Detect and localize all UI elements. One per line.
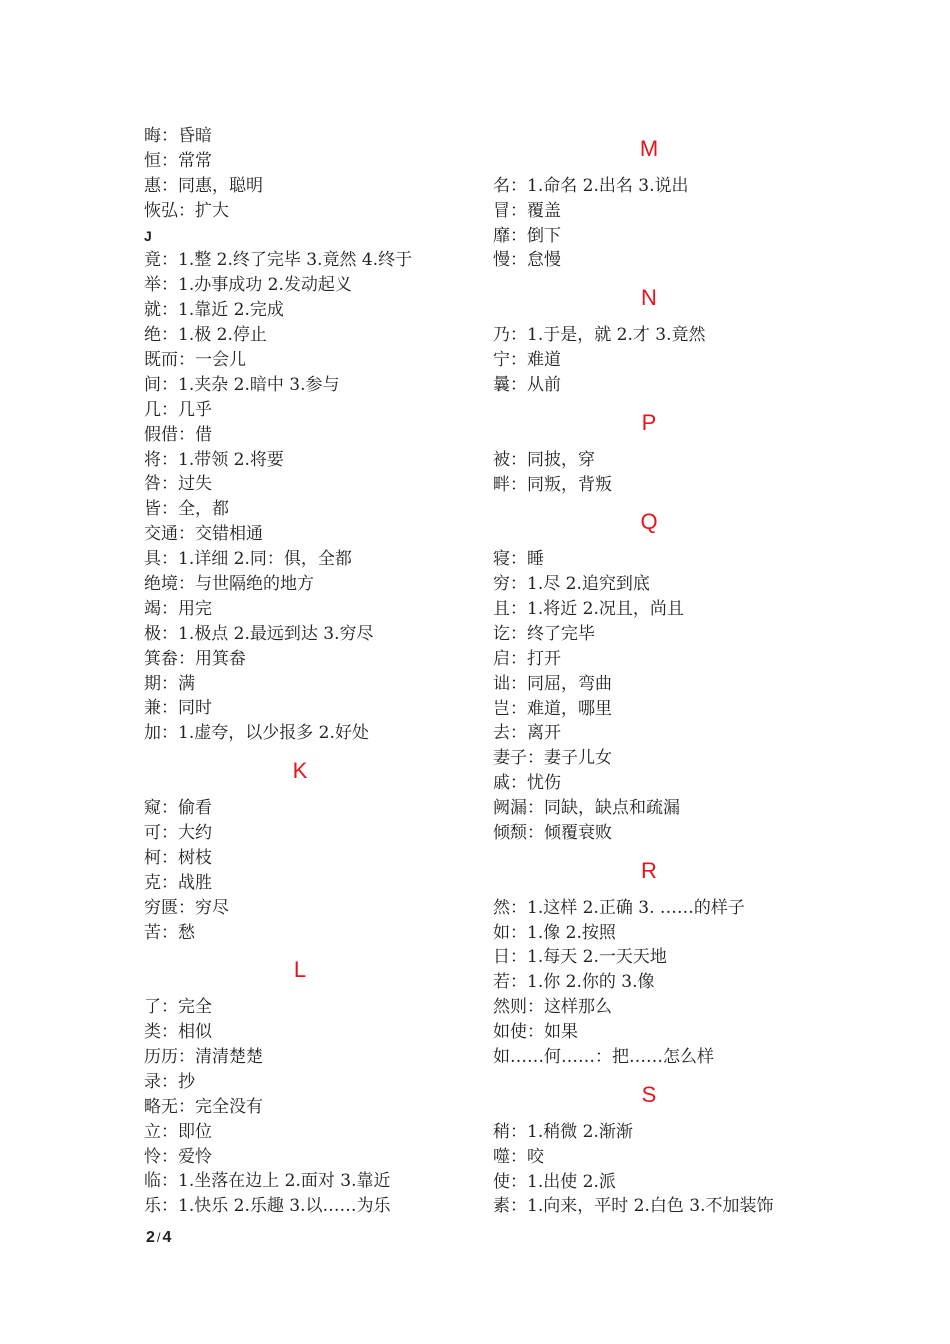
- total-pages: 4: [162, 1229, 172, 1246]
- glossary-entry: 咎：过失: [144, 474, 212, 495]
- glossary-entry: 恒：常常: [144, 150, 212, 171]
- glossary-entry: 若：1.你 2.你的 3.像: [493, 972, 655, 993]
- glossary-entry: 宁：难道: [493, 350, 561, 371]
- glossary-entry: 临：1.坐落在边上 2.面对 3.靠近: [144, 1171, 391, 1192]
- glossary-entry: 乐：1.快乐 2.乐趣 3.以……为乐: [144, 1196, 391, 1217]
- glossary-entry: 诎：同屈，弯曲: [493, 673, 612, 694]
- glossary-entry: 倾颓：倾覆衰败: [493, 823, 612, 843]
- glossary-entry: 如：1.像 2.按照: [493, 922, 616, 943]
- glossary-entry: 阙漏：同缺，缺点和疏漏: [493, 798, 680, 819]
- section-letter-heading: L: [293, 957, 307, 983]
- section-letter-heading: M: [639, 136, 659, 161]
- section-letter-heading: R: [641, 857, 657, 883]
- glossary-entry: 噬：咬: [493, 1146, 544, 1167]
- glossary-entry: 就：1.靠近 2.完成: [144, 300, 284, 321]
- glossary-entry: 素：1.向来，平时 2.白色 3.不加装饰: [493, 1196, 774, 1217]
- glossary-entry: 皆：全，都: [144, 499, 229, 520]
- glossary-entry: 录：抄: [144, 1071, 195, 1092]
- current-page: 2: [146, 1229, 155, 1246]
- glossary-entry: 克：战胜: [144, 872, 212, 893]
- right-column: [493, 124, 813, 1219]
- glossary-entry: 既而：一会儿: [144, 350, 246, 371]
- glossary-entry: 竟：1.整 2.终了完毕 3.竟然 4.终于: [144, 250, 413, 271]
- glossary-entry: 箕畚：用箕畚: [144, 648, 246, 669]
- page-number: [146, 1229, 171, 1247]
- glossary-entry: 立：即位: [144, 1121, 212, 1142]
- left-column: [144, 124, 464, 1219]
- glossary-entry: 启：打开: [493, 648, 561, 669]
- glossary-entry: 靡：倒下: [493, 225, 561, 246]
- section-letter-heading: P: [641, 409, 657, 435]
- glossary-entry: 具：1.详细 2.同：俱，全都: [144, 549, 352, 570]
- glossary-entry: 柯：树枝: [144, 847, 212, 868]
- glossary-entry: 了：完全: [144, 997, 212, 1018]
- glossary-entry: 竭：用完: [144, 598, 212, 619]
- section-letter-heading: J: [144, 227, 152, 244]
- glossary-entry: 加：1.虚夸，以少报多 2.好处: [144, 723, 369, 744]
- glossary-entry: 几：几乎: [144, 399, 212, 420]
- glossary-entry: 苦：愁: [144, 922, 195, 943]
- glossary-entry: 名：1.命名 2.出名 3.说出: [493, 175, 689, 196]
- glossary-entry: 慢：怠慢: [493, 250, 561, 271]
- glossary-entry: 冒：覆盖: [493, 200, 561, 221]
- glossary-entry: 假借：借: [144, 424, 212, 445]
- glossary-entry: 兼：同时: [144, 698, 212, 719]
- glossary-entry: 岂：难道，哪里: [493, 698, 612, 719]
- glossary-entry: 举：1.办事成功 2.发动起义: [144, 275, 352, 296]
- glossary-entry: 怜：爱怜: [144, 1146, 212, 1167]
- page-separator: /: [156, 1230, 161, 1245]
- glossary-entry: 曩：从前: [493, 374, 561, 395]
- glossary-entry: 恢弘：扩大: [144, 200, 229, 221]
- glossary-entry: 然则：这样那么: [493, 997, 612, 1018]
- glossary-entry: 使：1.出使 2.派: [493, 1171, 616, 1192]
- glossary-entry: 然：1.这样 2.正确 3. ……的样子: [493, 897, 745, 918]
- glossary-entry: 讫：终了完毕: [493, 623, 595, 644]
- section-letter-heading: S: [641, 1081, 657, 1107]
- glossary-entry: 如……何……：把……怎么样: [493, 1047, 714, 1068]
- section-letter-heading: N: [641, 285, 657, 311]
- glossary-entry: 绝境：与世隔绝的地方: [144, 574, 314, 595]
- glossary-entry: 略无：完全没有: [144, 1096, 263, 1117]
- glossary-entry: 极：1.极点 2.最远到达 3.穷尽: [144, 623, 374, 644]
- glossary-entry: 期：满: [144, 673, 195, 694]
- glossary-entry: 类：相似: [144, 1022, 212, 1043]
- glossary-entry: 妻子：妻子儿女: [493, 748, 612, 769]
- glossary-entry: 窥：偷看: [144, 798, 212, 819]
- section-letter-heading: K: [292, 758, 308, 784]
- glossary-entry: 穷匮：穷尽: [144, 897, 229, 918]
- glossary-entry: 间：1.夹杂 2.暗中 3.参与: [144, 374, 340, 395]
- glossary-entry: 被：同披，穿: [493, 449, 595, 470]
- glossary-entry: 绝：1.极 2.停止: [144, 325, 267, 346]
- glossary-entry: 去：离开: [493, 723, 561, 744]
- glossary-entry: 晦：昏暗: [144, 126, 212, 146]
- glossary-entry: 可：大约: [144, 822, 212, 843]
- glossary-entry: 畔：同叛，背叛: [493, 474, 612, 495]
- glossary-entry: 将：1.带领 2.将要: [144, 449, 284, 470]
- glossary-entry: 戚：忧伤: [493, 773, 561, 794]
- glossary-entry: 日：1.每天 2.一天天地: [493, 947, 667, 968]
- glossary-entry: 交通：交错相通: [144, 524, 263, 545]
- glossary-entry: 乃：1.于是，就 2.才 3.竟然: [493, 325, 706, 346]
- glossary-entry: 历历：清清楚楚: [144, 1046, 263, 1067]
- section-letter-heading: Q: [640, 509, 658, 535]
- glossary-entry: 穷：1.尽 2.追究到底: [493, 574, 650, 595]
- glossary-entry: 且：1.将近 2.况且，尚且: [493, 598, 684, 619]
- glossary-entry: 寝：睡: [493, 549, 544, 570]
- glossary-entry: 稍：1.稍微 2.渐渐: [493, 1121, 633, 1142]
- glossary-entry: 如使：如果: [493, 1022, 578, 1043]
- glossary-entry: 惠：同惠，聪明: [144, 175, 263, 196]
